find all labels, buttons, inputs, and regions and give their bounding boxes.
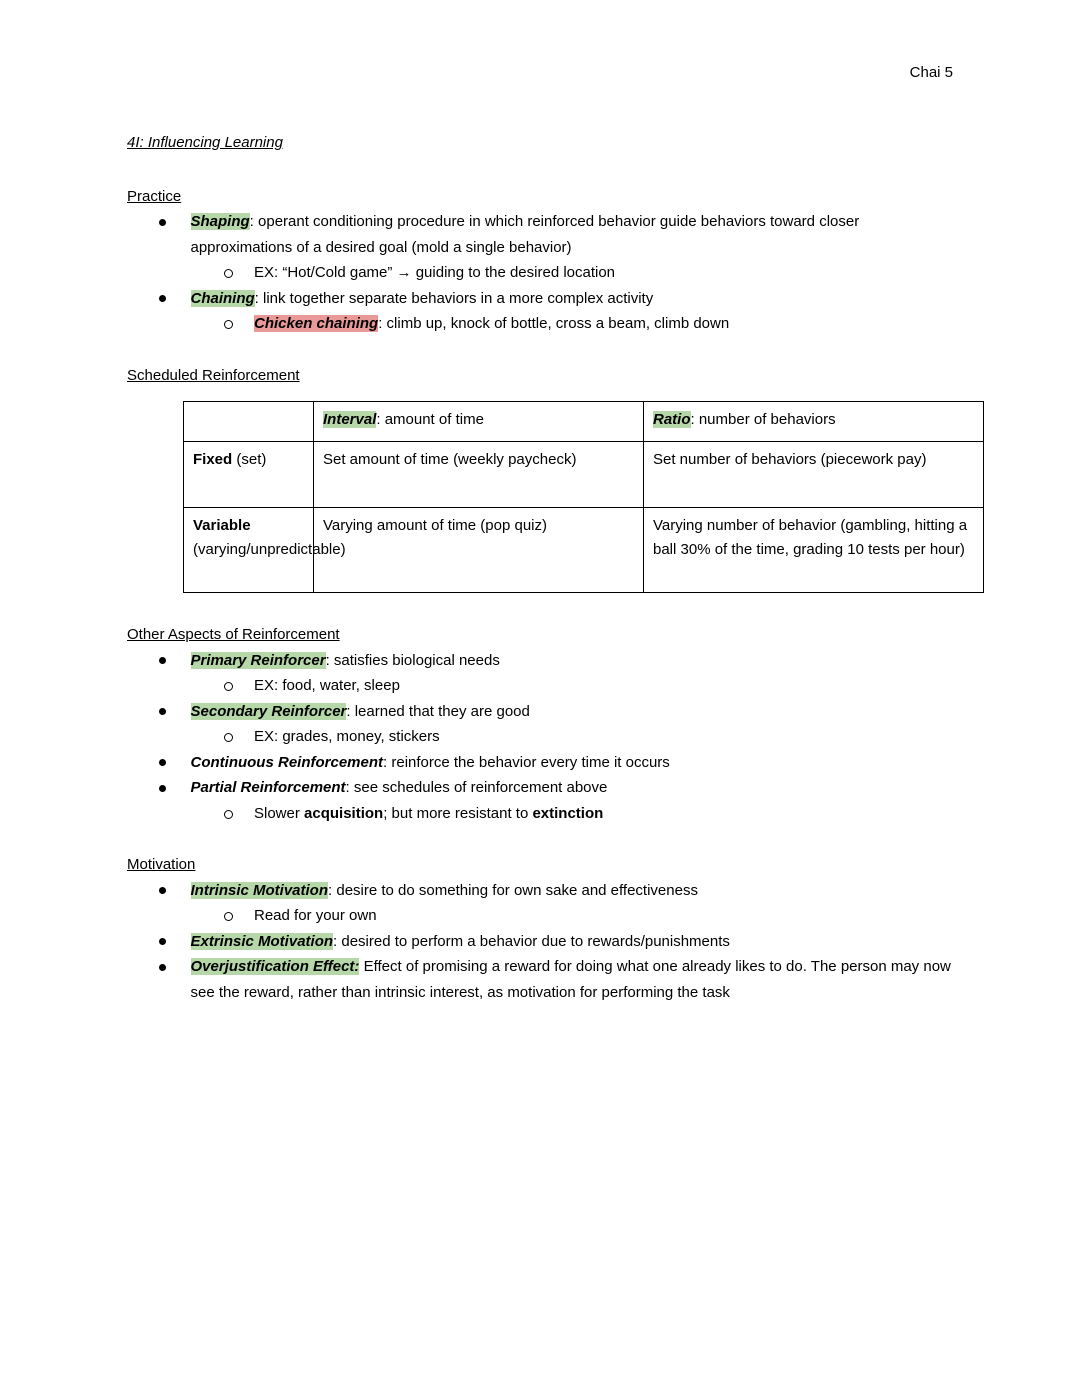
- fixed-label-note: (set): [232, 451, 267, 468]
- table-row-fixed: [184, 442, 984, 508]
- overjustification-effect-text: Effect of promising a reward for doing what one already likes to do. The person may now see the reward, rather than intrinsic interest, as motivation for performing the task: [190, 958, 951, 1001]
- list-item-primary-example: [127, 673, 953, 699]
- shaping-example-text: EX: “Hot/Cold game” → guiding to the desired location: [254, 264, 616, 281]
- list-item-overjustification-effect: [127, 954, 953, 1005]
- intrinsic-motivation-text: : desire to do something for own sake and effectiveness: [328, 881, 698, 899]
- list-item-secondary-reinforcer: [127, 699, 953, 725]
- intrinsic-note-text: Read for your own: [254, 907, 377, 924]
- page-number-label: Chai 5: [909, 64, 953, 81]
- partial-note-bold-acquisition: acquisition: [304, 804, 384, 822]
- primary-reinforcer-text: : satisfies biological needs: [325, 651, 500, 669]
- circle-bullet-icon: [224, 269, 233, 278]
- term-secondary-reinforcer: Secondary Reinforcer: [190, 702, 347, 720]
- table-cell-empty: [184, 402, 314, 442]
- fixed-label: Fixed: [193, 451, 233, 468]
- circle-bullet-icon: [224, 912, 233, 921]
- list-item-extrinsic-motivation: [127, 929, 953, 955]
- bullet-icon: [159, 295, 166, 302]
- table-row-variable: [184, 508, 984, 593]
- table-cell-fixed-interval: Set amount of time (weekly paycheck): [314, 442, 644, 508]
- doc-title: 4I: Influencing Learning: [127, 134, 283, 151]
- bullet-icon: [159, 785, 166, 792]
- table-row-header: [184, 402, 984, 442]
- list-item-primary-reinforcer: [127, 648, 953, 674]
- interval-header-text: : amount of time: [376, 411, 484, 428]
- term-shaping: Shaping: [190, 213, 250, 230]
- section-heading-practice: Practice: [127, 187, 182, 205]
- bullet-icon: [159, 759, 166, 766]
- term-primary-reinforcer: Primary Reinforcer: [190, 651, 326, 669]
- chicken-chaining-text: : climb up, knock of bottle, cross a beam, climb down: [378, 315, 730, 332]
- circle-bullet-icon: [224, 682, 233, 691]
- shaping-text: : operant conditioning procedure in which reinforced behavior guide behaviors toward closer approximations of a desired goal (mold a single behavior): [190, 213, 860, 256]
- bullet-icon: [159, 938, 166, 945]
- list-item-partial-note: [127, 801, 953, 827]
- list-item-shaping: [127, 209, 953, 260]
- extrinsic-motivation-text: : desired to perform a behavior due to rewards/punishments: [333, 932, 730, 950]
- list-item-intrinsic-note: [127, 903, 953, 929]
- bullet-icon: [159, 887, 166, 894]
- term-intrinsic-motivation: Intrinsic Motivation: [190, 881, 329, 899]
- bullet-icon: [159, 219, 166, 226]
- term-extrinsic-motivation: Extrinsic Motivation: [190, 932, 334, 950]
- circle-bullet-icon: [224, 320, 233, 329]
- table-cell-fixed-ratio: Set number of behaviors (piecework pay): [644, 442, 984, 508]
- list-item-chaining: [127, 286, 953, 312]
- term-chicken-chaining: Chicken chaining: [254, 315, 379, 332]
- variable-label: Variable: [193, 517, 251, 534]
- chaining-text: : link together separate behaviors in a more complex activity: [254, 289, 654, 307]
- section-heading-motivation: Motivation: [127, 856, 196, 873]
- circle-bullet-icon: [224, 733, 233, 742]
- list-item-intrinsic-motivation: [127, 878, 953, 904]
- term-interval: Interval: [323, 411, 377, 428]
- term-ratio: Ratio: [653, 411, 691, 428]
- term-chaining: Chaining: [190, 289, 255, 307]
- term-overjustification-effect: Overjustification Effect:: [190, 958, 360, 975]
- list-item-chicken-chaining: [127, 311, 953, 337]
- ratio-header-text: : number of behaviors: [690, 411, 836, 428]
- page-header: [910, 63, 953, 82]
- practice-list: [127, 209, 953, 337]
- list-item-secondary-example: [127, 724, 953, 750]
- list-item-shaping-example: [127, 260, 953, 286]
- list-item-continuous-reinforcement: [127, 750, 953, 776]
- term-partial-reinforcement: Partial Reinforcement: [190, 779, 346, 796]
- circle-bullet-icon: [224, 810, 233, 819]
- partial-note-text-1: Slower: [254, 804, 305, 822]
- partial-reinforcement-text: : see schedules of reinforcement above: [345, 779, 608, 796]
- primary-example-text: EX: food, water, sleep: [254, 677, 400, 694]
- bullet-icon: [159, 964, 166, 971]
- motivation-list: [127, 878, 953, 1006]
- table-cell-variable-label: [184, 508, 346, 593]
- variable-label-note: (varying/unpredictable): [193, 541, 346, 558]
- secondary-example-text: EX: grades, money, stickers: [254, 728, 440, 745]
- bullet-icon: [159, 657, 166, 664]
- reinforcement-schedule-table: [183, 401, 984, 593]
- table-cell-variable-ratio: Varying number of behavior (gambling, hitting a ball 30% of the time, grading 10 tests per hour): [644, 508, 984, 593]
- list-item-partial-reinforcement: [127, 775, 953, 801]
- table-cell-ratio-header: [644, 402, 984, 442]
- section-heading-other-aspects: Other Aspects of Reinforcement: [127, 626, 340, 643]
- secondary-reinforcer-text: : learned that they are good: [346, 702, 530, 720]
- continuous-reinforcement-text: : reinforce the behavior every time it occurs: [383, 753, 670, 771]
- table-cell-variable-interval: Varying amount of time (pop quiz): [314, 508, 644, 593]
- table-cell-fixed-label: [184, 442, 314, 508]
- other-aspects-list: [127, 648, 953, 827]
- partial-note-bold-extinction: extinction: [532, 804, 604, 822]
- bullet-icon: [159, 708, 166, 715]
- term-continuous-reinforcement: Continuous Reinforcement: [190, 753, 384, 771]
- section-heading-scheduled-reinforcement: Scheduled Reinforcement: [127, 366, 300, 384]
- table-cell-interval-header: [314, 402, 644, 442]
- partial-note-text-2: ; but more resistant to: [383, 804, 533, 822]
